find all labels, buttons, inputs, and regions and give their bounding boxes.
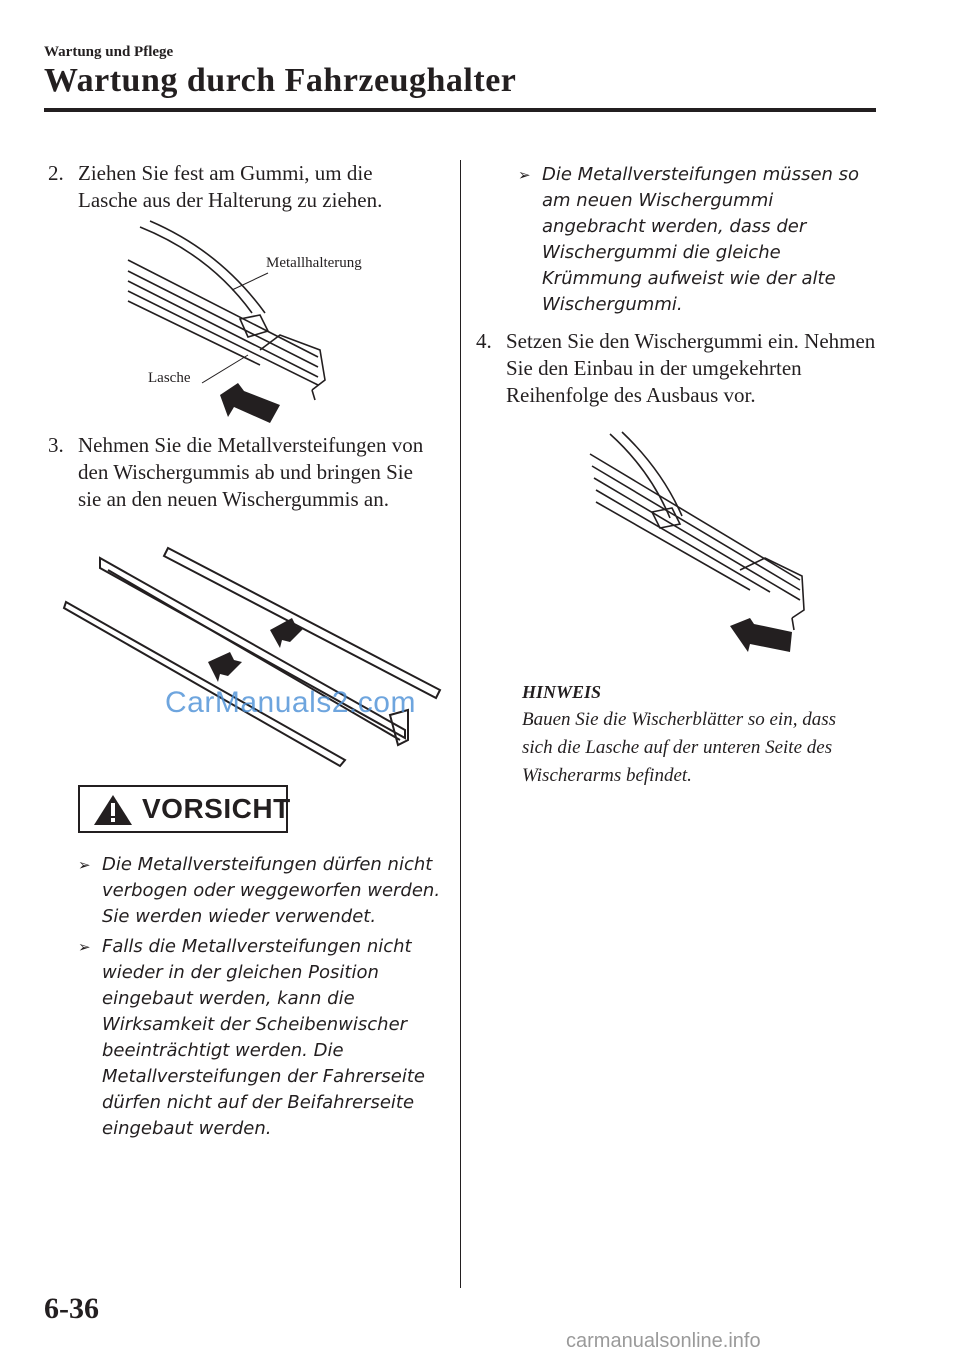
step-text: Nehmen Sie die Metallversteifungen von den Wischergummis ab und bringen Sie sie an den neuen Wischergummis an. [78, 433, 424, 511]
caution-bullet: ➢ Die Metallversteifungen dürfen nicht verbogen oder weggeworfen werden. Sie werden wieder verwendet. [78, 854, 441, 927]
arrow-bullet-icon: ➢ [78, 856, 91, 874]
step-text: Ziehen Sie fest am Gummi, um die Lasche aus der Halterung zu ziehen. [78, 161, 383, 212]
label-metal-holder: Metallhalterung [266, 255, 362, 271]
note-text: Bauen Sie die Wischerblätter so ein, dass sich die Lasche auf der unteren Seite des Wischerarms befindet. [522, 709, 836, 786]
step-text: Setzen Sie den Wischergummi ein. Nehmen Sie den Einbau in der umgekehrten Reihenfolge des Ausbaus vor. [506, 329, 876, 407]
right-bullet: ➢ Die Metallversteifungen müssen so am neuen Wischergummi angebracht werden, dass der Wischergummi die gleiche Krümmung aufweist wie der alte Wischergummi. [518, 164, 860, 315]
push-arrow-icon [730, 618, 792, 652]
page-number: 6-36 [44, 1292, 99, 1325]
step-2 [48, 160, 428, 214]
step-3 [48, 432, 428, 513]
section-label: Wartung und Pflege [44, 44, 174, 60]
step-number: 4. [476, 329, 492, 353]
note-title: HINWEIS [522, 682, 602, 702]
page-title: Wartung durch Fahrzeughalter [44, 62, 517, 99]
blade-install-illustration [570, 430, 820, 660]
label-tab: Lasche [148, 370, 191, 386]
blade-removal-illustration [120, 215, 420, 430]
step-4 [476, 328, 886, 409]
footer-url: carmanualsonline.info [566, 1330, 761, 1352]
caution-bullet: ➢ Falls die Metallversteifungen nicht wieder in der gleichen Position eingebaut werden, kann die Wirksamkeit der Scheibenwischer beeinträchtigt werden. Die Metallversteifungen der Fahrerseite dürfen nicht auf der Beifahrerseite eingebaut werden. [78, 936, 425, 1139]
caution-title: VORSICHT [142, 793, 291, 824]
stiffeners-illustration [60, 540, 450, 770]
arrow-icon [270, 618, 304, 648]
column-divider [460, 160, 461, 1288]
pull-arrow-icon [220, 383, 280, 423]
figure-blade-removal [120, 215, 420, 430]
arrow-icon [208, 652, 242, 682]
figure-stiffeners [60, 540, 450, 770]
step-number: 2. [48, 161, 64, 185]
header-rule [44, 108, 876, 112]
figure-blade-install [570, 430, 820, 660]
caution-box [78, 785, 291, 833]
arrow-bullet-icon: ➢ [78, 938, 91, 956]
arrow-bullet-icon: ➢ [518, 166, 531, 184]
step-number: 3. [48, 433, 64, 457]
watermark: CarManuals2.com [165, 686, 416, 719]
warning-icon [92, 793, 134, 827]
